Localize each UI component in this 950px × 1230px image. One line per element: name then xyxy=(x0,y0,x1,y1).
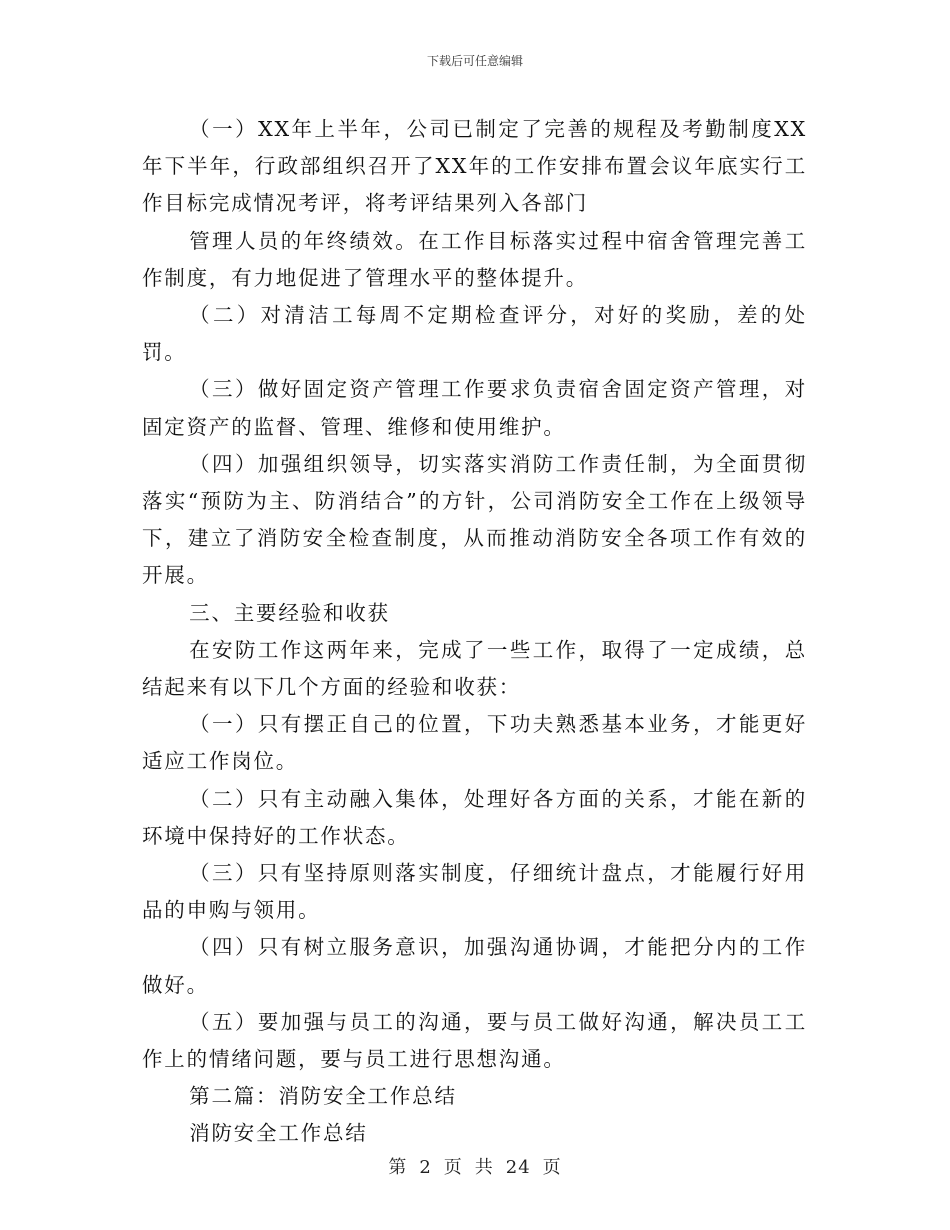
footer-suffix: 页 xyxy=(542,1157,562,1178)
page-header: 下载后可任意编辑 xyxy=(426,54,523,68)
paragraph: （三）做好固定资产管理工作要求负责宿舍固定资产管理，对固定资产的监督、管理、维修和使用维护。 xyxy=(142,377,807,439)
paragraph: 管理人员的年终绩效。在工作目标落实过程中宿舍管理完善工作制度，有力地促进了管理水平的整体提升。 xyxy=(142,228,807,290)
paragraph: （一）XX年上半年，公司已制定了完善的规程及考勤制度XX年下半年，行政部组织召开了XX年的工作安排布置会议年底实行工作目标完成情况考评，将考评结果列入各部门 xyxy=(142,117,807,216)
paragraph: （二）对清洁工每周不定期检查评分，对好的奖励，差的处罚。 xyxy=(142,303,807,365)
paragraph: （二）只有主动融入集体，处理好各方面的关系，才能在新的环境中保持好的工作状态。 xyxy=(142,786,807,848)
footer-page-word: 页 xyxy=(443,1157,463,1178)
paragraph: （三）只有坚持原则落实制度，仔细统计盘点，才能履行好用品的申购与领用。 xyxy=(142,861,807,923)
paragraph: （一）只有摆正自己的位置，下功夫熟悉基本业务，才能更好适应工作岗位。 xyxy=(142,712,807,774)
page-footer xyxy=(0,1153,950,1179)
paragraph: （四）加强组织领导，切实落实消防工作责任制，为全面贯彻落实“预防为主、防消结合”的方针，公司消防安全工作在上级领导下，建立了消防安全检查制度，从而推动消防安全各项工作有效的开展。 xyxy=(142,451,807,588)
paragraph: （四）只有树立服务意识，加强沟通协调，才能把分内的工作做好。 xyxy=(142,935,807,997)
total-pages-number: 24 xyxy=(505,1157,531,1178)
footer-total-label: 共 xyxy=(474,1157,494,1178)
section-heading: 三、主要经验和收获 xyxy=(189,600,390,625)
paragraph: 在安防工作这两年来，完成了一些工作，取得了一定成绩，总结起来有以下几个方面的经验和收获： xyxy=(142,637,807,700)
footer-prefix: 第 xyxy=(388,1157,408,1178)
document-body xyxy=(142,111,807,1153)
chapter-heading: 第二篇：消防安全工作总结 xyxy=(189,1084,457,1109)
document-title: 消防安全工作总结 xyxy=(189,1121,368,1146)
current-page-number: 2 xyxy=(419,1157,432,1178)
paragraph: （五）要加强与员工的沟通，要与员工做好沟通，解决员工工作上的情绪问题，要与员工进行思想沟通。 xyxy=(142,1009,807,1072)
